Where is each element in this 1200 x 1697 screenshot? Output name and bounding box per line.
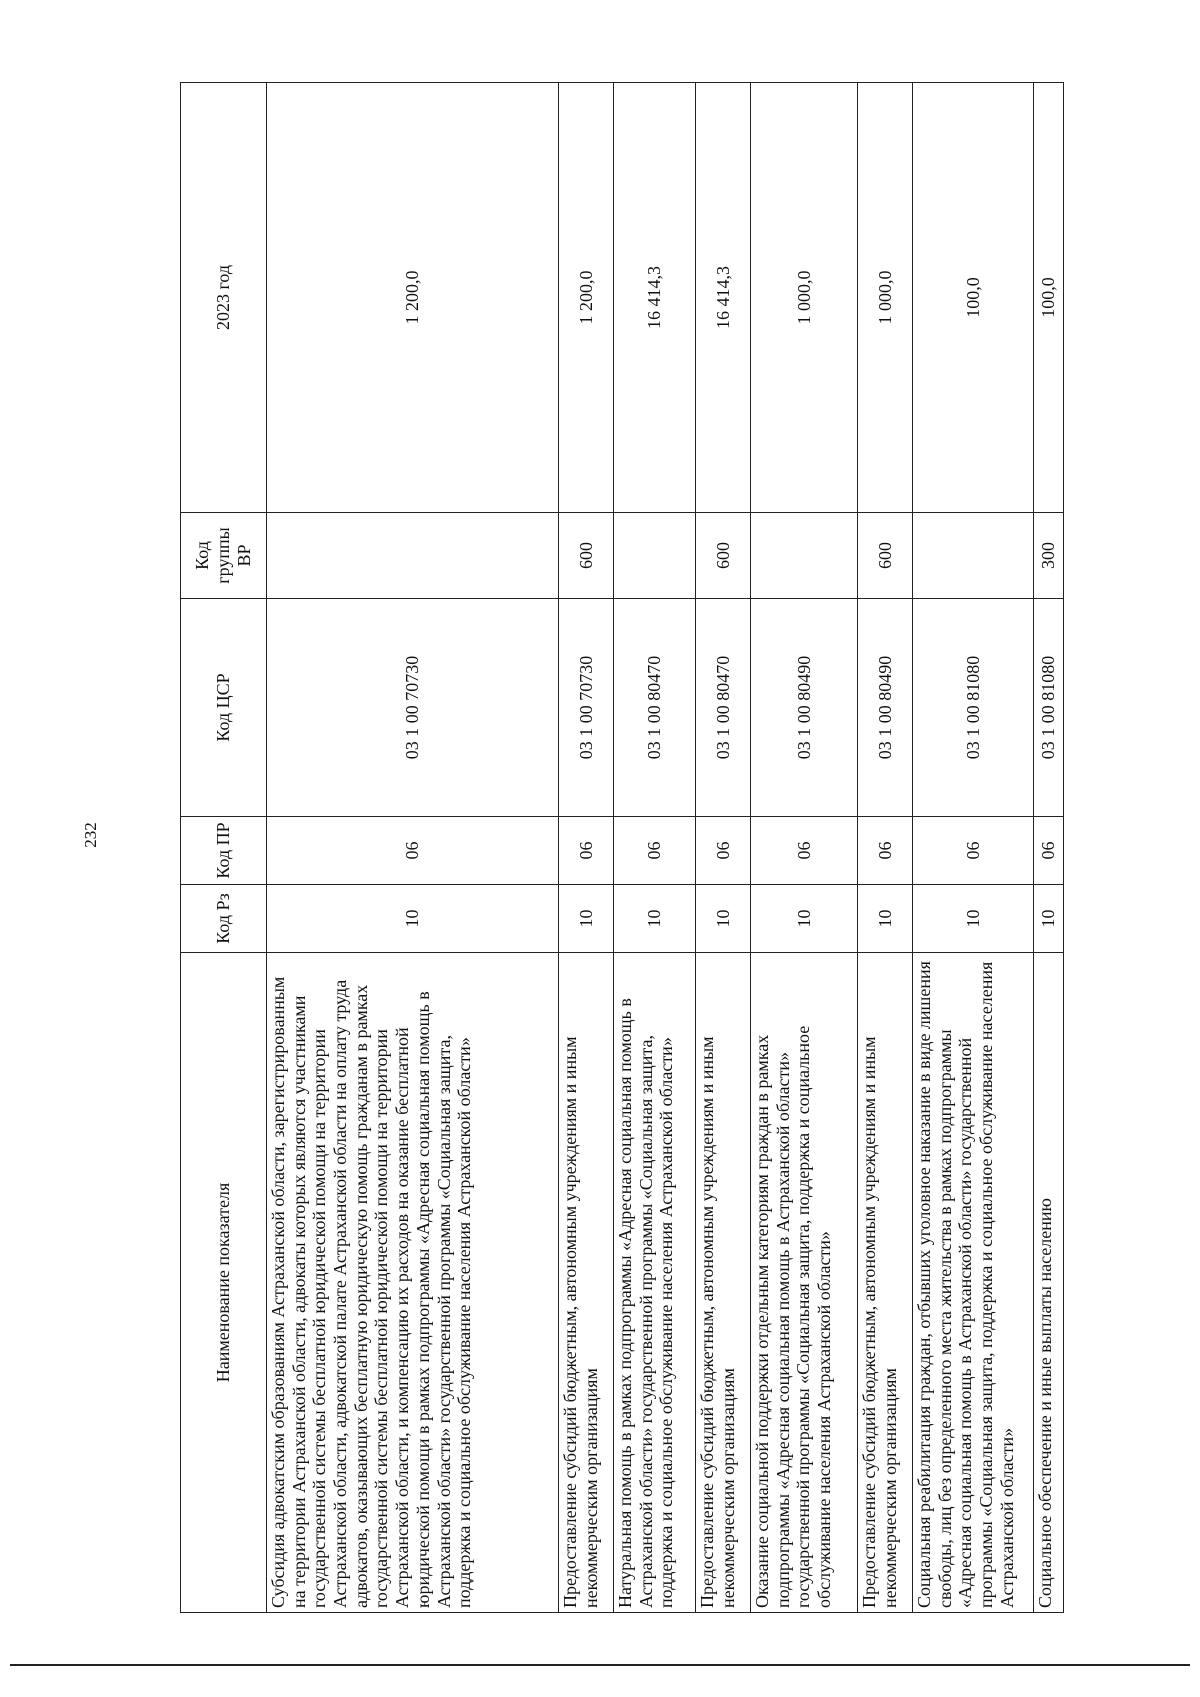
row-pr: 06 xyxy=(858,817,913,885)
row-pr: 06 xyxy=(559,817,614,885)
row-name: Предоставление субсидий бюджетным, автономным учреждениям и иным некоммерческим организациям xyxy=(858,953,913,1613)
row-csr: 03 1 00 81080 xyxy=(912,599,1033,817)
row-amount: 16 414,3 xyxy=(613,83,695,513)
table-row xyxy=(1034,83,1064,1613)
row-amount: 100,0 xyxy=(1034,83,1064,513)
table-row xyxy=(858,83,913,1613)
row-vr xyxy=(267,513,559,599)
row-amount: 100,0 xyxy=(912,83,1033,513)
row-csr: 03 1 00 80470 xyxy=(613,599,695,817)
header-year: 2023 год xyxy=(181,83,267,513)
row-vr xyxy=(912,513,1033,599)
row-name: Предоставление субсидий бюджетным, автономным учреждениям и иным некоммерческим организациям xyxy=(559,953,614,1613)
page-number: 232 xyxy=(80,822,100,848)
table-header-row xyxy=(181,83,267,1613)
row-vr: 600 xyxy=(696,513,751,599)
row-vr: 300 xyxy=(1034,513,1064,599)
row-csr: 03 1 00 80490 xyxy=(858,599,913,817)
header-name: Наименование показателя xyxy=(181,953,267,1613)
row-rz: 10 xyxy=(696,885,751,953)
row-rz: 10 xyxy=(1034,885,1064,953)
table-row xyxy=(267,83,559,1613)
row-rz: 10 xyxy=(912,885,1033,953)
table-row xyxy=(750,83,857,1613)
row-pr: 06 xyxy=(696,817,751,885)
header-rz: Код Рз xyxy=(181,885,267,953)
row-pr: 06 xyxy=(750,817,857,885)
row-csr: 03 1 00 81080 xyxy=(1034,599,1064,817)
row-vr xyxy=(750,513,857,599)
row-csr: 03 1 00 70730 xyxy=(559,599,614,817)
row-rz: 10 xyxy=(858,885,913,953)
row-amount: 1 200,0 xyxy=(267,83,559,513)
row-csr: 03 1 00 80470 xyxy=(696,599,751,817)
table-row xyxy=(696,83,751,1613)
row-vr: 600 xyxy=(858,513,913,599)
row-vr xyxy=(613,513,695,599)
row-pr: 06 xyxy=(613,817,695,885)
row-name: Оказание социальной поддержки отдельным категориям граждан в рамках подпрограммы «Адресная социальная помощь в Астраханской области» государственной программы «Социальная защита, поддержка и социальное обслуживание населения Астраханской области» xyxy=(750,953,857,1613)
row-rz: 10 xyxy=(267,885,559,953)
row-name: Социальная реабилитация граждан, отбывших уголовное наказание в виде лишения свободы, лиц без определенного места жительства в рамках подпрограммы «Адресная социальная помощь в Астраханской области» государственной программы «Социальная защита, поддержка и социальное обслуживание населения Астраханской области» xyxy=(912,953,1033,1613)
header-vr: Код группы ВР xyxy=(181,513,267,599)
row-csr: 03 1 00 80490 xyxy=(750,599,857,817)
row-name: Натуральная помощь в рамках подпрограммы «Адресная социальная помощь в Астраханской области» государственной программы «Социальная защита, поддержка и социальное обслуживание населения Астраханской области» xyxy=(613,953,695,1613)
row-vr: 600 xyxy=(559,513,614,599)
header-pr: Код ПР xyxy=(181,817,267,885)
table-row xyxy=(613,83,695,1613)
row-amount: 1 000,0 xyxy=(858,83,913,513)
row-pr: 06 xyxy=(267,817,559,885)
row-rz: 10 xyxy=(559,885,614,953)
row-rz: 10 xyxy=(750,885,857,953)
row-amount: 1 200,0 xyxy=(559,83,614,513)
table-row xyxy=(559,83,614,1613)
row-name: Социальное обеспечение и иные выплаты населению xyxy=(1034,953,1064,1613)
row-name: Субсидия адвокатским образованиям Астраханской области, зарегистрированным на территории Астраханской области, адвокаты которых являются участниками государственной системы бесплатной юридической помощи на территории Астраханской области, адвокатской палате Астраханской области на оплату труда адвокатов, оказывающих бесплатную юридическую помощь гражданам в рамках государственной системы бесплатной юридической помощи на территории Астраханской области, и компенсацию их расходов на оказание бесплатной юридической помощи в рамках подпрограммы «Адресная социальная помощь в Астраханской области» государственной программы «Социальная защита, поддержка и социальное обслуживание населения Астраханской области» xyxy=(267,953,559,1613)
row-name: Предоставление субсидий бюджетным, автономным учреждениям и иным некоммерческим организациям xyxy=(696,953,751,1613)
scan-edge-line xyxy=(10,1664,1190,1666)
row-pr: 06 xyxy=(1034,817,1064,885)
row-amount: 1 000,0 xyxy=(750,83,857,513)
header-csr: Код ЦСР xyxy=(181,599,267,817)
table-row xyxy=(912,83,1033,1613)
row-rz: 10 xyxy=(613,885,695,953)
rotated-table-container xyxy=(180,83,1064,1613)
budget-table xyxy=(180,82,1064,1613)
row-csr: 03 1 00 70730 xyxy=(267,599,559,817)
row-pr: 06 xyxy=(912,817,1033,885)
row-amount: 16 414,3 xyxy=(696,83,751,513)
